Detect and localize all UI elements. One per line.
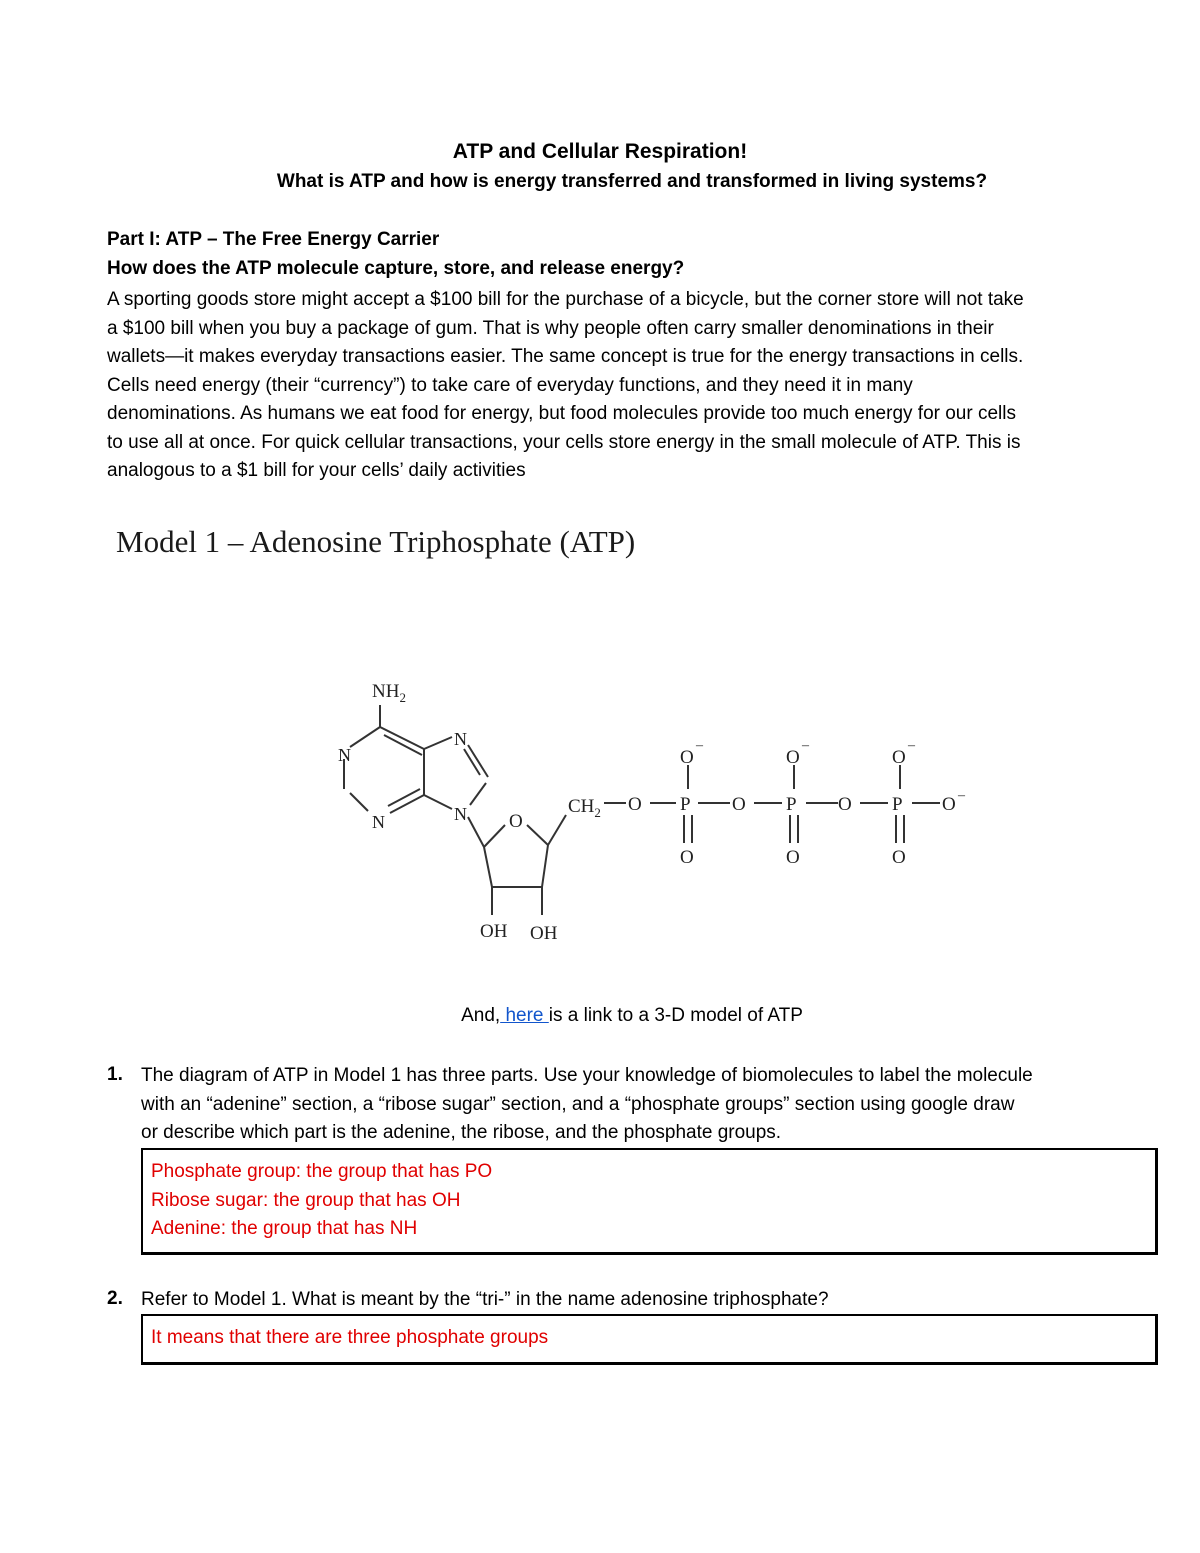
negative-charge: – — [696, 738, 703, 753]
paragraph-line: analogous to a $1 bill for your cells’ daily activities — [107, 460, 526, 481]
document-subtitle: What is ATP and how is energy transferred and transformed in living systems? — [276, 171, 988, 192]
answer-line: Adenine: the group that has NH — [151, 1218, 418, 1239]
oh-label: OH — [530, 923, 558, 944]
question-number: 1. — [107, 1064, 123, 1085]
p-label: P — [892, 794, 903, 815]
answer-line: Phosphate group: the group that has PO — [151, 1161, 493, 1182]
answer-line: It means that there are three phosphate groups — [151, 1327, 549, 1348]
o-label: O — [680, 847, 694, 868]
part-heading: Part I: ATP – The Free Energy Carrier — [107, 229, 440, 250]
n-label: N — [454, 804, 467, 824]
o-label: O — [786, 847, 800, 868]
question-line: with an “adenine” section, a “ribose sugar” section, and a “phosphate groups” section using google draw — [141, 1093, 1015, 1115]
paragraph-line: Cells need energy (their “currency”) to take care of everyday functions, and they need it in many — [107, 374, 913, 396]
oh-label: OH — [480, 921, 508, 942]
atp-structure-diagram — [320, 665, 990, 955]
question-number: 2. — [107, 1288, 123, 1309]
question-line: Refer to Model 1. What is meant by the “tri-” in the name adenosine triphosphate? — [141, 1289, 829, 1310]
paragraph-line: a $100 bill when you buy a package of gum. That is why people often carry smaller denominations in their — [107, 317, 994, 339]
question-line: or describe which part is the adenine, the ribose, and the phosphate groups. — [141, 1122, 782, 1143]
o-label: O — [942, 794, 956, 815]
document-title: ATP and Cellular Respiration! — [452, 140, 748, 163]
answer-box-1[interactable] — [141, 1148, 1158, 1255]
paragraph-line: denominations. As humans we eat food for energy, but food molecules provide too much energy for our cells — [107, 403, 1016, 424]
link-suffix: is a link to a 3-D model of ATP — [548, 1005, 803, 1026]
o-label: O — [786, 747, 800, 768]
o-label: O — [509, 811, 523, 832]
model-title: Model 1 – Adenosine Triphosphate (ATP) — [116, 524, 636, 559]
answer-box-2[interactable] — [141, 1314, 1158, 1365]
o-label: O — [732, 794, 746, 815]
negative-charge: – — [958, 788, 965, 803]
link-line — [0, 1005, 1200, 1027]
atp-3d-model-link[interactable]: here — [500, 1005, 549, 1026]
question-1-text — [141, 1062, 1033, 1148]
n-label: N — [372, 812, 385, 832]
n-label: N — [338, 745, 351, 765]
n-label: N — [454, 729, 467, 749]
o-label: O — [680, 747, 694, 768]
p-label: P — [786, 794, 797, 815]
part-question: How does the ATP molecule capture, store, and release energy? — [107, 258, 685, 279]
question-2-text — [141, 1286, 829, 1315]
o-label: O — [892, 747, 906, 768]
question-line: The diagram of ATP in Model 1 has three parts. Use your knowledge of biomolecules to label the molecule — [141, 1065, 1033, 1086]
link-prefix: And, — [461, 1005, 501, 1026]
paragraph-line: wallets—it makes everyday transactions easier. The same concept is true for the energy transactions in cells. — [107, 346, 1024, 367]
o-label: O — [892, 847, 906, 868]
ch2-label: $CH_2$ — [568, 796, 601, 820]
intro-paragraph — [107, 286, 1167, 486]
p-label: P — [680, 794, 691, 815]
paragraph-line: to use all at once. For quick cellular transactions, your cells store energy in the small molecule of ATP. This is — [107, 431, 1021, 453]
negative-charge: – — [908, 738, 915, 753]
answer-line: Ribose sugar: the group that has OH — [151, 1189, 461, 1211]
o-label: O — [628, 794, 642, 815]
negative-charge: – — [802, 738, 809, 753]
nh2-label: $NH_2$ — [372, 681, 406, 705]
o-label: O — [838, 794, 852, 815]
paragraph-line: A sporting goods store might accept a $100 bill for the purchase of a bicycle, but the corner store will not take — [107, 289, 1024, 310]
